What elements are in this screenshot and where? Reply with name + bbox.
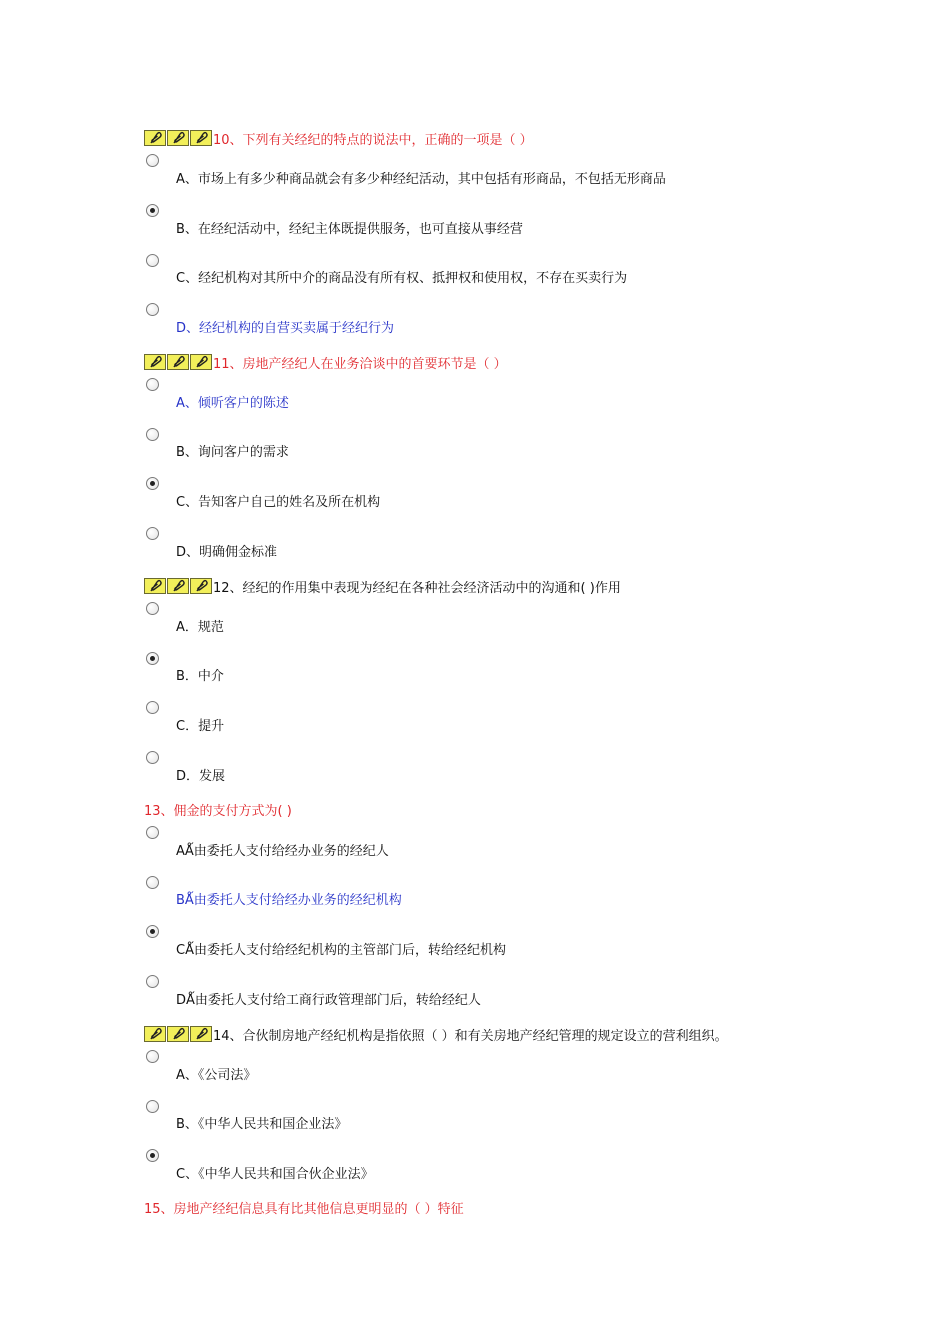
- option-radio-selected[interactable]: [146, 652, 159, 665]
- paperclip-icon: [144, 354, 166, 370]
- option-radio[interactable]: [146, 701, 159, 714]
- option-radio-selected[interactable]: [146, 204, 159, 217]
- option-label-highlighted: BǺ由委托人支付给经办业务的经纪机构: [176, 893, 402, 908]
- question-badges: [144, 130, 212, 146]
- option-radio[interactable]: [146, 1100, 159, 1113]
- option-label: B、询问客户的需求: [176, 445, 289, 460]
- question-text: 14、合伙制房地产经纪机构是指依照（ ）和有关房地产经纪管理的规定设立的营利组织。: [213, 1028, 728, 1044]
- paperclip-icon: [167, 130, 189, 146]
- question-badges: [144, 578, 212, 594]
- option-label: A、《公司法》: [176, 1068, 257, 1083]
- option-radio[interactable]: [146, 303, 159, 316]
- option-radio[interactable]: [146, 826, 159, 839]
- question-12: [144, 576, 621, 596]
- option-radio[interactable]: [146, 975, 159, 988]
- option-label: A．规范: [176, 620, 224, 635]
- option-label: CǺ由委托人支付给经纪机构的主管部门后，转给经纪机构: [176, 943, 506, 958]
- option-label: C、告知客户自己的姓名及所在机构: [176, 495, 381, 510]
- option-radio[interactable]: [146, 751, 159, 764]
- option-label-highlighted: D、经纪机构的自营买卖属于经纪行为: [176, 321, 395, 336]
- option-label: D．发展: [176, 769, 226, 784]
- option-label: C．提升: [176, 719, 225, 734]
- paperclip-icon: [190, 130, 212, 146]
- paperclip-icon: [144, 578, 166, 594]
- paperclip-icon: [144, 130, 166, 146]
- paperclip-icon: [144, 1026, 166, 1042]
- question-13: [144, 799, 292, 819]
- option-label: A、市场上有多少种商品就会有多少种经纪活动，其中包括有形商品，不包括无形商品: [176, 172, 666, 187]
- option-radio[interactable]: [146, 378, 159, 391]
- question-10: [144, 128, 533, 148]
- paperclip-icon: [167, 354, 189, 370]
- option-radio-selected[interactable]: [146, 925, 159, 938]
- option-radio[interactable]: [146, 428, 159, 441]
- option-label: AǺ由委托人支付给经办业务的经纪人: [176, 844, 389, 859]
- question-badges: [144, 1026, 212, 1042]
- option-radio[interactable]: [146, 154, 159, 167]
- option-radio[interactable]: [146, 876, 159, 889]
- option-label: B、在经纪活动中，经纪主体既提供服务，也可直接从事经营: [176, 222, 523, 237]
- option-label: D、明确佣金标准: [176, 545, 278, 560]
- question-11: [144, 352, 507, 372]
- question-text: 11、房地产经纪人在业务洽谈中的首要环节是（ ）: [213, 356, 507, 372]
- option-radio[interactable]: [146, 254, 159, 267]
- option-radio[interactable]: [146, 1050, 159, 1063]
- option-label: C、经纪机构对其所中介的商品没有所有权、抵押权和使用权，不存在买卖行为: [176, 271, 628, 286]
- option-label: B、《中华人民共和国企业法》: [176, 1117, 348, 1132]
- question-text: 10、下列有关经纪的特点的说法中，正确的一项是（ ）: [213, 132, 533, 148]
- question-15: [144, 1197, 464, 1217]
- question-text: 15、房地产经纪信息具有比其他信息更明显的（ ）特征: [144, 1201, 464, 1217]
- question-text: 13、佣金的支付方式为( ): [144, 803, 292, 819]
- paperclip-icon: [167, 1026, 189, 1042]
- option-radio[interactable]: [146, 527, 159, 540]
- option-radio[interactable]: [146, 602, 159, 615]
- question-text: 12、经纪的作用集中表现为经纪在各种社会经济活动中的沟通和( )作用: [213, 580, 621, 596]
- paperclip-icon: [190, 1026, 212, 1042]
- paperclip-icon: [190, 578, 212, 594]
- option-label: C、《中华人民共和国合伙企业法》: [176, 1167, 374, 1182]
- option-radio-selected[interactable]: [146, 1149, 159, 1162]
- option-label: DǺ由委托人支付给工商行政管理部门后，转给经纪人: [176, 993, 481, 1008]
- paperclip-icon: [167, 578, 189, 594]
- option-label: B．中介: [176, 669, 224, 684]
- option-radio-selected[interactable]: [146, 477, 159, 490]
- paperclip-icon: [190, 354, 212, 370]
- option-label-highlighted: A、倾听客户的陈述: [176, 396, 289, 411]
- question-badges: [144, 354, 212, 370]
- question-14: [144, 1024, 728, 1044]
